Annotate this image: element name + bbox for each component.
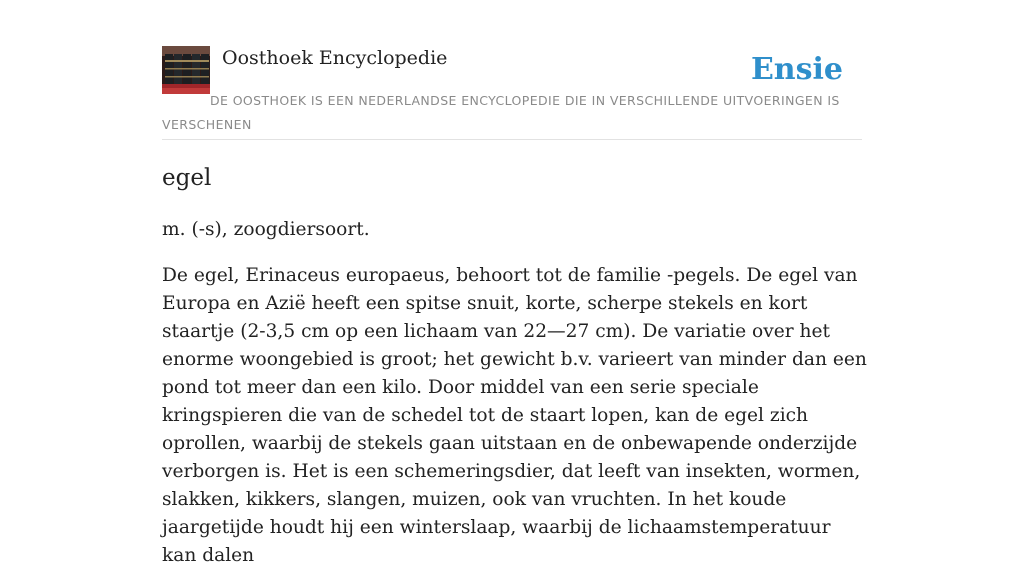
site-tagline: DE OOSTHOEK IS EEN NEDERLANDSE ENCYCLOPEDIE DIE IN VERSCHILLENDE UITVOERINGEN IS VERSCHENEN [162, 93, 840, 132]
site-logo[interactable] [162, 46, 210, 94]
site-title-link[interactable]: Oosthoek Encyclopedie [222, 47, 448, 69]
article-grammar-note: m. (-s), zoogdiersoort. [162, 219, 370, 240]
article-content [162, 162, 867, 570]
article-body-text: De egel, Erinaceus europaeus, behoort tot de familie -pegels. De egel van Europa en Azië heeft een spitse snuit, korte, scherpe stekels en kort staartje (2-3,5 cm op een lichaam van 22—27 cm). De variatie over het enorme woongebied is groot; het gewicht b.v. varieert van minder dan een pond tot meer dan een kilo. Door middel van een serie speciale kringspieren die van de schedel tot de staart lopen, kan de egel zich oprollen, waarbij de stekels gaan uitstaan en de onbewapende onderzijde verborgen is. Het is een schemeringsdier, dat leeft van insekten, wormen, slakken, kikkers, slangen, muizen, ook van vruchten. In het koude jaargetijde houdt hij een winterslaap, waarbij de lichaamstemperatuur kan dalen [162, 265, 867, 566]
site-header [162, 46, 862, 140]
article-headword: egel [162, 165, 212, 191]
ensie-brand-link[interactable]: Ensie [750, 52, 843, 87]
book-spines-icon [162, 46, 210, 94]
header-divider [162, 139, 862, 140]
